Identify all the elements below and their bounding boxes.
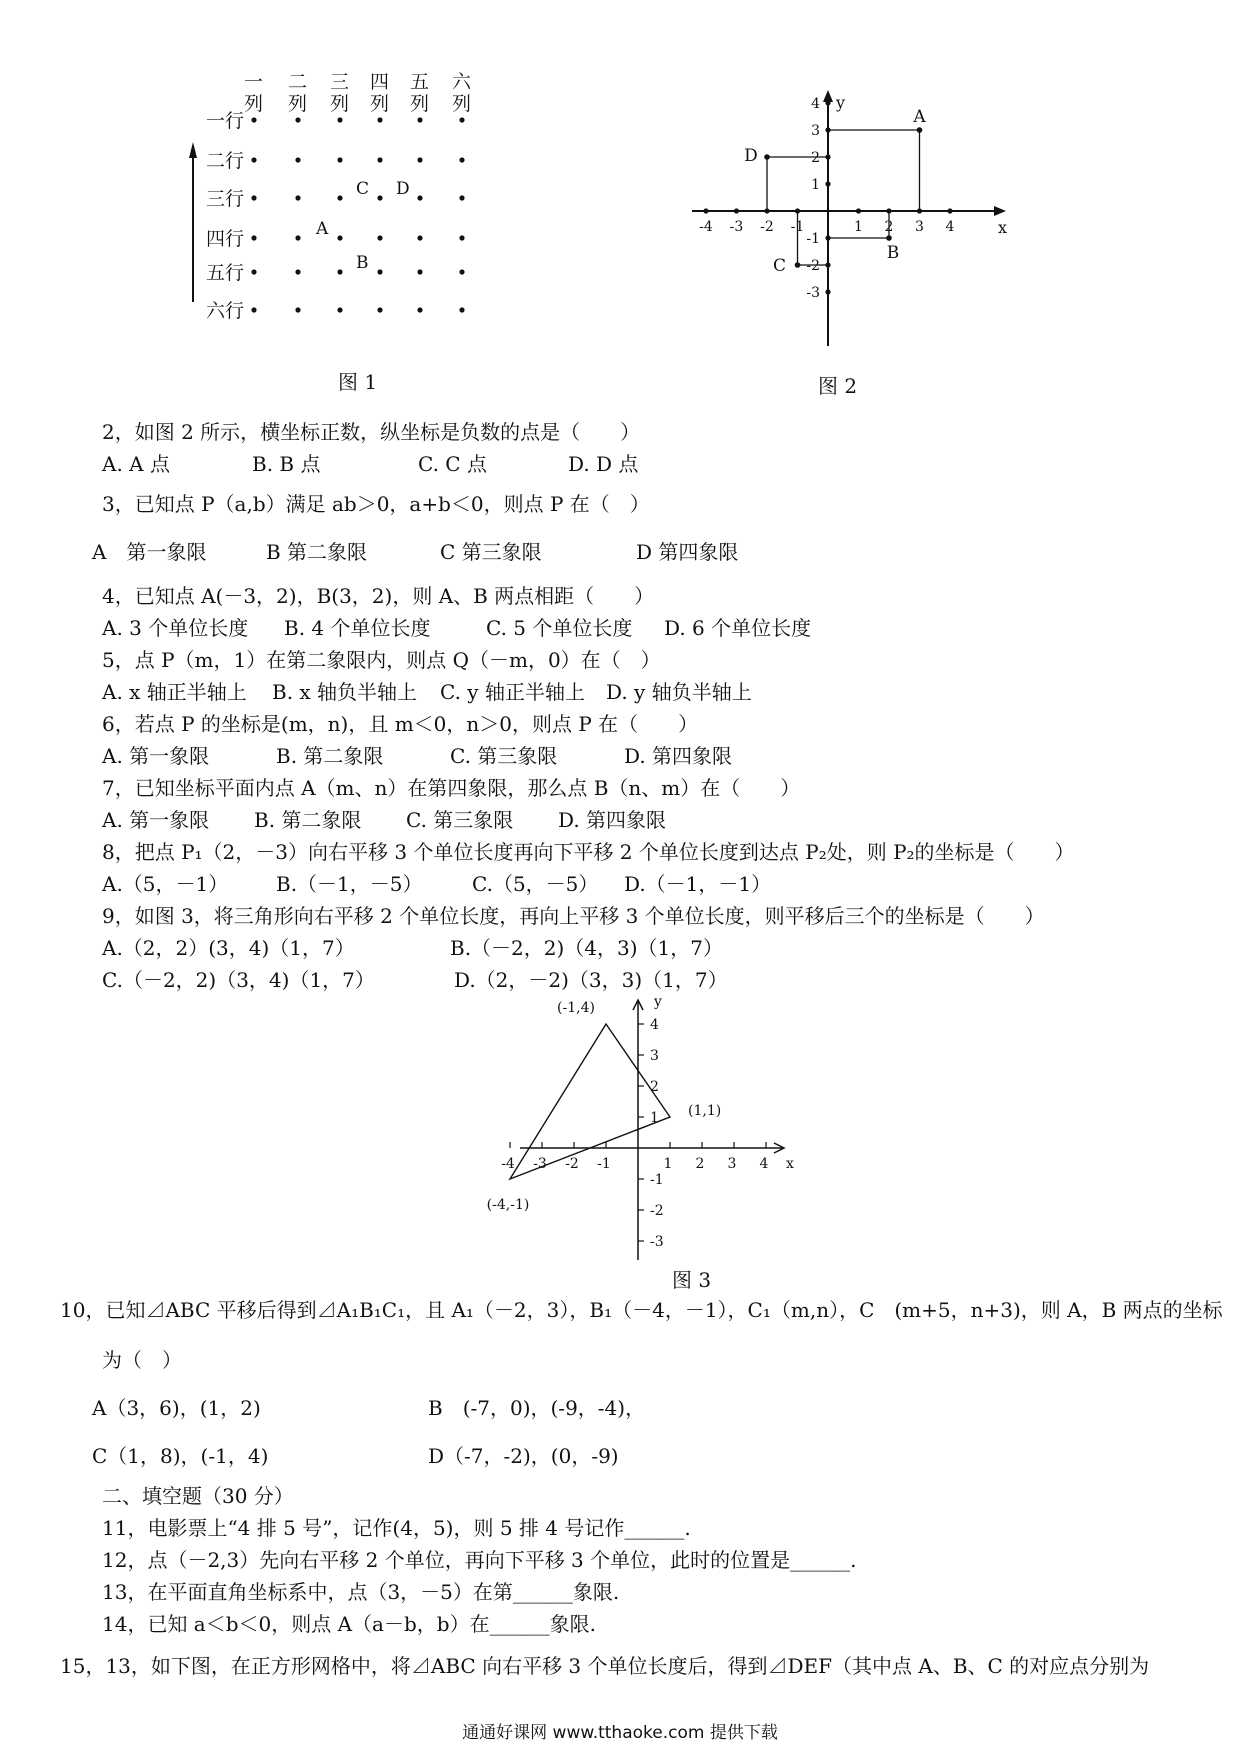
- y-tick-dot: [825, 289, 830, 294]
- q7-option-a: A. 第一象限: [102, 808, 210, 832]
- x-tick-label: -3: [729, 219, 744, 235]
- q14: 14，已知 a＜b＜0，则点 A（a－b，b）在______象限.: [102, 1612, 596, 1636]
- footer-credit: 通通好课网 www.tthaoke.com 提供下载: [462, 1723, 778, 1743]
- x-axis-label: x: [786, 1156, 794, 1172]
- q8-option-b: B.（－1，－5）: [276, 872, 423, 896]
- y-tick-label: -3: [650, 1234, 664, 1250]
- y-tick-label: 1: [650, 1110, 659, 1126]
- col-header-top: 五: [410, 71, 430, 93]
- q9-option-c: C.（－2，2)（3，4)（1，7）: [102, 968, 375, 992]
- grid-dot: [417, 307, 422, 312]
- q8-option-a: A.（5，－1）: [102, 872, 229, 896]
- grid-dot: [251, 307, 256, 312]
- grid-dot: [377, 269, 382, 274]
- grid-dot: [295, 195, 300, 200]
- q5-option-a: A. x 轴正半轴上: [102, 680, 247, 704]
- y-tick-label: 4: [650, 1017, 659, 1033]
- q3-option-a: A 第一象限: [92, 540, 207, 564]
- x-tick-label: 4: [945, 219, 955, 235]
- grid-dot: [417, 269, 422, 274]
- grid-dot: [295, 307, 300, 312]
- q3-option-c: C 第三象限: [440, 540, 542, 564]
- q5-option-d: D. y 轴负半轴上: [606, 680, 752, 704]
- y-arrow: [823, 90, 833, 102]
- x-tick-dot: [947, 208, 952, 213]
- y-tick-label: 2: [650, 1079, 659, 1095]
- y-tick-label: -2: [650, 1203, 664, 1219]
- grid-dot: [251, 269, 256, 274]
- q6-option-d: D. 第四象限: [624, 744, 733, 768]
- q2-option-c: C. C 点: [418, 452, 487, 476]
- x-tick-label: 3: [915, 219, 924, 235]
- q6-stem: 6，若点 P 的坐标是(m，n)，且 m＜0，n＞0，则点 P 在（ ）: [102, 712, 699, 736]
- q6-option-a: A. 第一象限: [102, 744, 210, 768]
- x-tick-dot: [734, 208, 739, 213]
- point-label: C: [356, 179, 370, 199]
- grid-dot: [295, 157, 300, 162]
- y-tick-label: -1: [806, 231, 820, 247]
- grid-dot: [459, 307, 464, 312]
- row-label: 四行: [206, 228, 245, 250]
- point-label: D: [744, 146, 758, 166]
- q3-option-d: D 第四象限: [636, 540, 739, 564]
- q4-option-c: C. 5 个单位长度: [486, 616, 633, 640]
- q4-stem: 4，已知点 A(－3，2)，B(3，2)，则 A、B 两点相距（ ）: [102, 584, 655, 608]
- y-tick-label: 2: [811, 150, 820, 166]
- grid-dot: [459, 117, 464, 122]
- y-axis-label: y: [836, 93, 846, 112]
- col-header-bottom: 列: [330, 93, 350, 115]
- q3-option-b: B 第二象限: [266, 540, 368, 564]
- x-tick-dot: [703, 208, 708, 213]
- q6-option-b: B. 第二象限: [276, 744, 384, 768]
- q9-option-d: D.（2，－2)（3，3)（1，7）: [454, 968, 728, 992]
- q5-stem: 5，点 P（m，1）在第二象限内，则点 Q（－m，0）在（ ）: [102, 648, 661, 672]
- grid-dot: [417, 117, 422, 122]
- y-tick-dot: [825, 100, 830, 105]
- grid-dot: [295, 117, 300, 122]
- q4-option-a: A. 3 个单位长度: [102, 616, 249, 640]
- figure-3: [486, 990, 900, 1260]
- q8-option-d: D.（－1，－1）: [624, 872, 772, 896]
- q5-option-c: C. y 轴正半轴上: [440, 680, 585, 704]
- q2-option-b: B. B 点: [252, 452, 321, 476]
- grid-dot: [459, 269, 464, 274]
- q3-stem: 3，已知点 P（a,b）满足 ab＞0，a+b＜0，则点 P 在（ ）: [102, 492, 650, 516]
- q6-option-c: C. 第三象限: [450, 744, 558, 768]
- figure-1: [190, 70, 550, 390]
- x-tick-label: -4: [699, 219, 713, 235]
- grid-dot: [251, 235, 256, 240]
- grid-dot: [337, 235, 342, 240]
- q12: 12，点（－2,3）先向右平移 2 个单位，再向下平移 3 个单位，此时的位置是______.: [102, 1548, 857, 1572]
- point-label: D: [396, 179, 410, 199]
- q10-option-c: C（1，8)，(-1，4): [92, 1444, 269, 1468]
- grid-dot: [337, 157, 342, 162]
- grid-dot: [417, 235, 422, 240]
- q7-option-b: B. 第二象限: [254, 808, 362, 832]
- row-label: 五行: [206, 262, 245, 284]
- row-label: 三行: [206, 188, 245, 210]
- col-header-bottom: 列: [288, 93, 308, 115]
- q4-option-d: D. 6 个单位长度: [664, 616, 812, 640]
- grid-dot: [417, 195, 422, 200]
- grid-dot: [377, 157, 382, 162]
- x-tick-label: -2: [760, 219, 774, 235]
- plot-point: [764, 154, 770, 160]
- plot-point: [795, 262, 801, 268]
- x-tick-label: -2: [565, 1156, 579, 1172]
- arrow-head: [189, 142, 197, 158]
- q8-stem: 8，把点 P₁（2，－3）向右平移 3 个单位长度再向下平移 2 个单位长度到达点 P₂处，则 P₂的坐标是（ ）: [102, 840, 1075, 864]
- figure-1-caption: 图 1: [338, 370, 378, 394]
- y-tick-label: -1: [650, 1172, 664, 1188]
- col-header-bottom: 列: [244, 93, 264, 115]
- grid-dot: [459, 235, 464, 240]
- x-tick-label: -3: [533, 1156, 547, 1172]
- col-header-top: 四: [370, 71, 390, 93]
- grid-dot: [337, 117, 342, 122]
- grid-dot: [337, 195, 342, 200]
- col-header-top: 二: [288, 71, 308, 93]
- y-tick-dot: [825, 181, 830, 186]
- grid-dot: [459, 195, 464, 200]
- grid-dot: [377, 307, 382, 312]
- point-label: A: [913, 107, 926, 127]
- q15: 15，13，如下图，在正方形网格中，将⊿ABC 向右平移 3 个单位长度后，得到⊿DEF（其中点 A、B、C 的对应点分别为: [60, 1654, 1150, 1678]
- col-header-top: 三: [330, 71, 350, 93]
- q13: 13，在平面直角坐标系中，点（3，－5）在第______象限.: [102, 1580, 620, 1604]
- x-tick-label: 2: [884, 219, 894, 235]
- row-label: 六行: [206, 300, 245, 322]
- y-tick-label: 3: [811, 123, 820, 139]
- q10-stem: 10，已知⊿ABC 平移后得到⊿A₁B₁C₁，且 A₁（－2，3），B₁（－4，－1），C₁（m,n），C (m+5，n+3)，则 A，B 两点的坐标: [60, 1298, 1223, 1322]
- y-tick-label: 1: [811, 177, 820, 193]
- grid-dot: [251, 157, 256, 162]
- point-label: B: [886, 243, 900, 263]
- x-axis-label: x: [998, 218, 1008, 237]
- row-label: 一行: [206, 110, 245, 132]
- row-label: 二行: [206, 150, 245, 172]
- grid-dot: [251, 195, 256, 200]
- q10-option-b: B (-7，0)，(-9，-4)，: [428, 1396, 646, 1420]
- vertex-label: (-4,-1): [486, 1197, 530, 1213]
- grid-dot: [459, 157, 464, 162]
- q7-option-c: C. 第三象限: [406, 808, 514, 832]
- grid-dot: [337, 307, 342, 312]
- col-header-top: 六: [452, 71, 472, 93]
- y-tick-label: -3: [806, 285, 820, 301]
- q2-option-d: D. D 点: [568, 452, 639, 476]
- x-tick-label: -1: [597, 1156, 611, 1172]
- col-header-top: 一: [244, 71, 264, 93]
- grid-dot: [251, 117, 256, 122]
- grid-dot: [417, 157, 422, 162]
- plot-point: [886, 235, 892, 241]
- point-label: C: [772, 256, 787, 276]
- grid-dot: [377, 195, 382, 200]
- q9-option-a: A.（2，2）(3，4)（1，7）: [102, 936, 355, 960]
- section-fill-in-title: 二、填空题（30 分）: [102, 1484, 294, 1508]
- q9-option-b: B.（－2，2)（4，3)（1，7）: [450, 936, 724, 960]
- grid-dot: [377, 117, 382, 122]
- grid-dot: [377, 235, 382, 240]
- point-label: B: [356, 253, 369, 273]
- q7-option-d: D. 第四象限: [558, 808, 667, 832]
- col-header-bottom: 列: [410, 93, 430, 115]
- x-tick-label: 4: [759, 1156, 769, 1172]
- q5-option-b: B. x 轴负半轴上: [272, 680, 418, 704]
- x-tick-label: 3: [727, 1156, 737, 1172]
- x-arrow: [994, 206, 1006, 216]
- q11: 11，电影票上“4 排 5 号”，记作(4，5)，则 5 排 4 号记作______.: [102, 1516, 691, 1540]
- q4-option-b: B. 4 个单位长度: [284, 616, 431, 640]
- grid-dot: [295, 235, 300, 240]
- col-header-bottom: 列: [452, 93, 472, 115]
- y-axis-label: y: [654, 994, 662, 1010]
- q10-stem-continued: 为（ ）: [102, 1348, 182, 1372]
- q10-option-d: D（-7，-2)，(0，-9): [428, 1444, 619, 1468]
- y-tick-label: 3: [650, 1048, 659, 1064]
- x-tick-label: 2: [695, 1156, 705, 1172]
- y-tick-label: -2: [806, 258, 820, 274]
- x-tick-label: 1: [854, 219, 863, 235]
- x-tick-label: 1: [663, 1156, 673, 1172]
- y-tick-label: 4: [811, 96, 820, 112]
- col-header-bottom: 列: [370, 93, 390, 115]
- figure-2-caption: 图 2: [818, 374, 858, 398]
- x-tick-label: -4: [501, 1156, 515, 1172]
- grid-dot: [295, 269, 300, 274]
- vertex-label: (1,1): [688, 1103, 722, 1119]
- q10-option-a: A（3，6)，(1，2): [92, 1396, 261, 1420]
- plot-point: [917, 127, 923, 133]
- figure-2: [680, 93, 1020, 356]
- grid-dot: [337, 269, 342, 274]
- q2-stem: 2，如图 2 所示，横坐标正数，纵坐标是负数的点是（ ）: [102, 420, 641, 444]
- x-tick-dot: [856, 208, 861, 213]
- point-label: A: [316, 219, 329, 239]
- projection-line: [828, 130, 920, 211]
- q8-option-c: C.（5，－5）: [472, 872, 599, 896]
- q7-stem: 7，已知坐标平面内点 A（m、n）在第四象限，那么点 B（n、m）在（ ）: [102, 776, 801, 800]
- vertex-label: (-1,4): [557, 1000, 595, 1016]
- q9-stem: 9，如图 3，将三角形向右平移 2 个单位长度，再向上平移 3 个单位长度，则平移后三个的坐标是（ ）: [102, 904, 1045, 928]
- x-tick-label: -1: [790, 219, 805, 235]
- q2-option-a: A. A 点: [102, 452, 170, 476]
- figure-3-caption: 图 3: [672, 1268, 712, 1292]
